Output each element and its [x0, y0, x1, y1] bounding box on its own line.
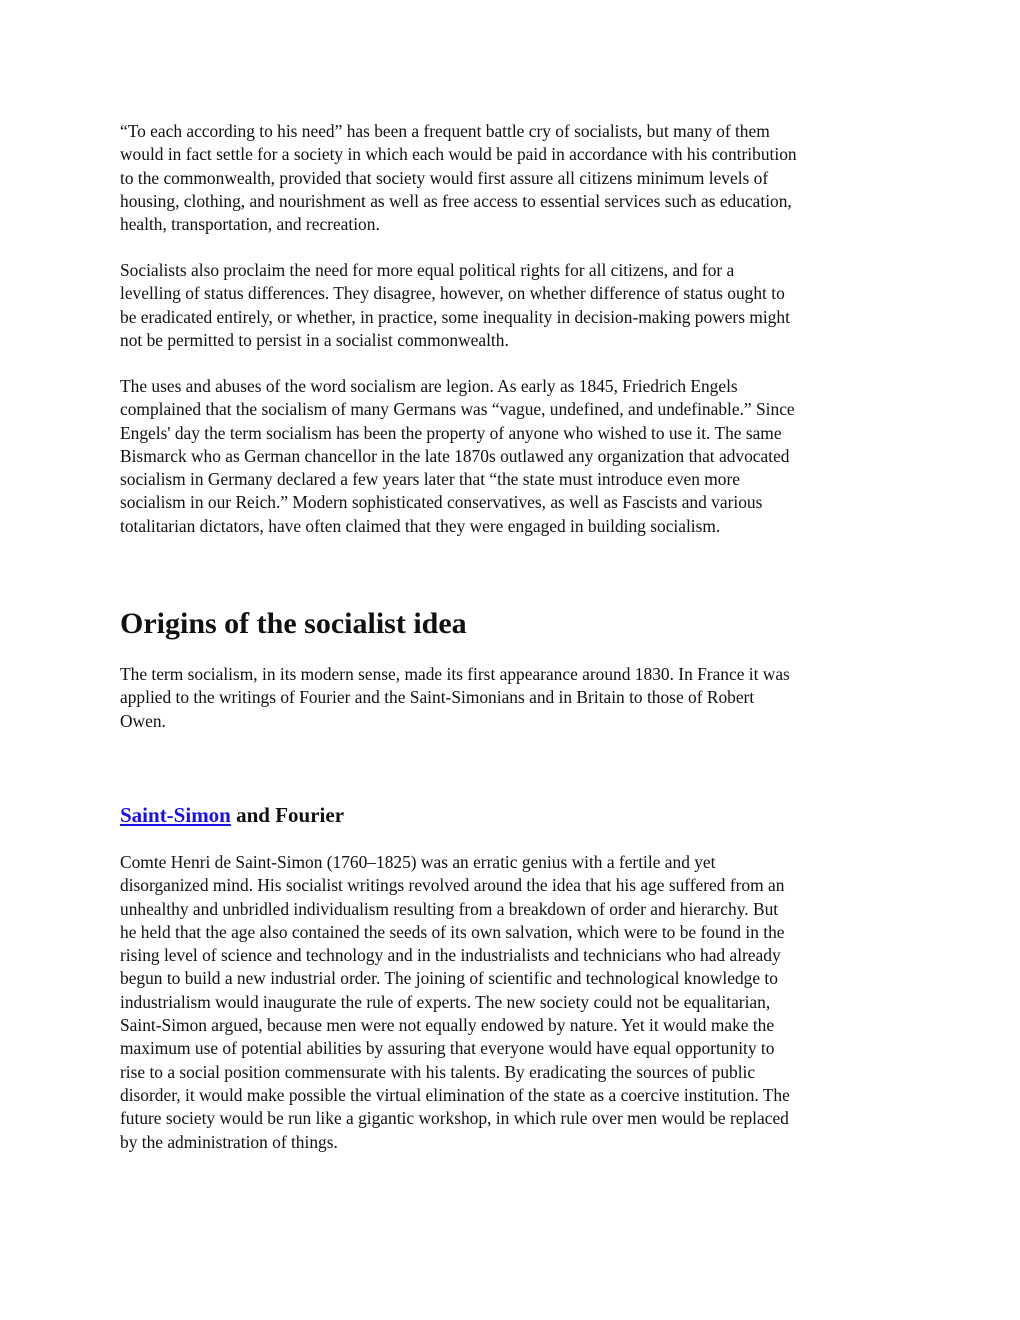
text-line: disorganized mind. His socialist writings revolved around the idea that his age suffered from an [120, 875, 785, 896]
text-line: unhealthy and unbridled individualism resulting from a breakdown of order and hierarchy. But [120, 898, 779, 919]
paragraph-origins [120, 663, 790, 733]
paragraph-political-rights [120, 259, 790, 352]
saint-simon-link[interactable]: Saint-Simon [120, 803, 231, 827]
text-line: Bismarck who as German chancellor in the late 1870s outlawed any organization that advocated [120, 445, 790, 466]
text-line: health, transportation, and recreation. [120, 214, 380, 235]
text-line: disorder, it would make possible the virtual elimination of the state as a coercive institution. The [120, 1084, 790, 1105]
text-line: levelling of status differences. They disagree, however, on whether difference of status ought to [120, 283, 785, 304]
text-line: Saint-Simon argued, because men were not equally endowed by nature. Yet it would make the [120, 1015, 775, 1036]
text-line: socialism in Germany declared a few years later that “the state must introduce even more [120, 469, 741, 490]
text-line: to the commonwealth, provided that society would first assure all citizens minimum levels of [120, 167, 769, 188]
text-line: by the administration of things. [120, 1131, 338, 1152]
text-line: would in fact settle for a society in which each would be paid in accordance with his contribution [120, 144, 797, 165]
text-line: The uses and abuses of the word socialism are legion. As early as 1845, Friedrich Engels [120, 376, 738, 396]
text-line: complained that the socialism of many Germans was “vague, undefined, and undefinable.” Since [120, 399, 795, 420]
text-line: Owen. [120, 710, 166, 731]
paragraph-saint-simon [120, 851, 790, 1154]
heading-rest-text: and Fourier [230, 803, 345, 827]
text-line: industrialism would inaugurate the rule of experts. The new society could not be equalitarian, [120, 991, 771, 1012]
section-heading-saint-simon-and-fourier [120, 802, 344, 828]
text-line: rise to a social position commensurate with his talents. By eradicating the sources of public [120, 1061, 756, 1082]
text-line: “To each according to his need” has been a frequent battle cry of socialists, but many of them [120, 121, 770, 141]
text-line: maximum use of potential abilities by assuring that everyone would have equal opportunity to [120, 1038, 775, 1059]
text-line: socialism in our Reich.” Modern sophisticated conservatives, as well as Fascists and various [120, 492, 763, 513]
text-line: Socialists also proclaim the need for more equal political rights for all citizens, and for a [120, 260, 735, 280]
text-line: rising level of science and technology and in the industrialists and technicians who had already [120, 945, 781, 966]
text-line: housing, clothing, and nourishment as well as free access to essential services such as education, [120, 190, 792, 211]
text-line: he held that the age also contained the seeds of its own salvation, which were to be found in the [120, 921, 785, 942]
paragraph-need-battle-cry [120, 120, 797, 236]
text-line: Comte Henri de Saint-Simon (1760–1825) was an erratic genius with a fertile and yet [120, 852, 716, 872]
text-line: future society would be run like a gigantic workshop, in which rule over men would be replaced [120, 1108, 789, 1129]
text-line: not be permitted to persist in a socialist commonwealth. [120, 329, 509, 350]
text-line: The term socialism, in its modern sense, made its first appearance around 1830. In France it was [120, 664, 790, 684]
text-line: Engels' day the term socialism has been the property of anyone who wished to use it. The same [120, 422, 782, 443]
text-line: totalitarian dictators, have often claimed that they were engaged in building socialism. [120, 515, 721, 536]
paragraph-uses-and-abuses [120, 375, 795, 538]
text-line: begun to build a new industrial order. The joining of scientific and technological knowledge to [120, 968, 778, 989]
text-line: be eradicated entirely, or whether, in practice, some inequality in decision-making powers might [120, 306, 790, 327]
section-heading-origins: Origins of the socialist idea [120, 607, 467, 640]
text-line: applied to the writings of Fourier and the Saint-Simonians and in Britain to those of Robert [120, 687, 755, 708]
